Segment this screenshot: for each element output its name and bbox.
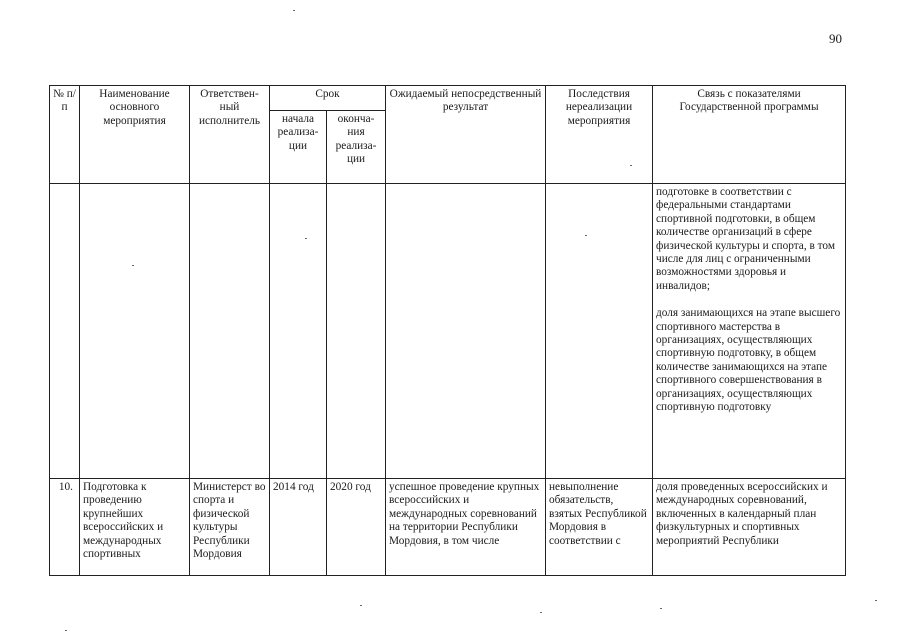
cell-empty	[50, 184, 80, 479]
header-link: Связь с показателями Государственной программы	[653, 86, 846, 184]
page-number: 90	[829, 31, 842, 46]
cell-start: 2014 год	[270, 479, 327, 576]
scan-speck	[875, 600, 877, 601]
scan-speck	[660, 608, 662, 609]
header-consequences: Последствия нереализации мероприятия	[546, 86, 653, 184]
cell-empty	[270, 184, 327, 479]
header-term: Срок	[270, 86, 386, 111]
cell-expected: успешное проведение крупных всероссийских и международных соревнований на территории Республики Мордовия, в том числе	[386, 479, 546, 576]
header-responsible: Ответствен-ный исполнитель	[190, 86, 270, 184]
scan-speck	[360, 605, 362, 606]
header-expected: Ожидаемый непосредственный результат	[386, 86, 546, 184]
cell-end: 2020 год	[327, 479, 386, 576]
cell-empty	[546, 184, 653, 479]
cell-empty	[386, 184, 546, 479]
header-row	[50, 86, 846, 111]
header-term-start: начала реализа-ции	[270, 111, 327, 184]
scan-speck	[132, 265, 134, 266]
scan-speck	[65, 630, 67, 631]
scan-speck	[630, 165, 632, 166]
link-paragraph: доля занимающихся на этапе высшего спортивного мастерства в организациях, осуществляющих спортивную подготовку, в общем количестве занимающихся на этапе спортивного совершенствования в организациях, осуществляющих спортивную подготовку	[656, 307, 841, 414]
cell-consequences: невыполнение обязательств, взятых Республикой Мордовия в соответствии с	[546, 479, 653, 576]
cell-empty	[80, 184, 190, 479]
scan-speck	[293, 10, 295, 11]
header-num: № п/п	[50, 86, 80, 184]
scan-speck	[540, 612, 542, 613]
scan-speck	[585, 235, 587, 236]
scan-speck	[305, 238, 307, 239]
table-row	[50, 479, 846, 576]
cell-responsible: Министерст во спорта и физической культуры Республики Мордовия	[190, 479, 270, 576]
cell-link-continuation	[653, 184, 846, 479]
cell-num: 10.	[50, 479, 80, 576]
link-paragraph: подготовке в соответствии с федеральными стандартами спортивной подготовки, в общем количестве организаций в сфере физической культуры и спорта, в том числе для лиц с ограниченными возможностями здоровья и инвалидов;	[656, 186, 835, 292]
cell-empty	[190, 184, 270, 479]
header-term-end: оконча-ния реализа-ции	[327, 111, 386, 184]
program-table	[49, 85, 846, 576]
cell-empty	[327, 184, 386, 479]
cell-link: доля проведенных всероссийских и международных соревнований, включенных в календарный план физкультурных и спортивных мероприятий Республики	[653, 479, 846, 576]
table-row-continuation	[50, 184, 846, 479]
header-name: Наименование основного мероприятия	[80, 86, 190, 184]
cell-name: Подготовка к проведению крупнейших всероссийских и международных спортивных	[80, 479, 190, 576]
